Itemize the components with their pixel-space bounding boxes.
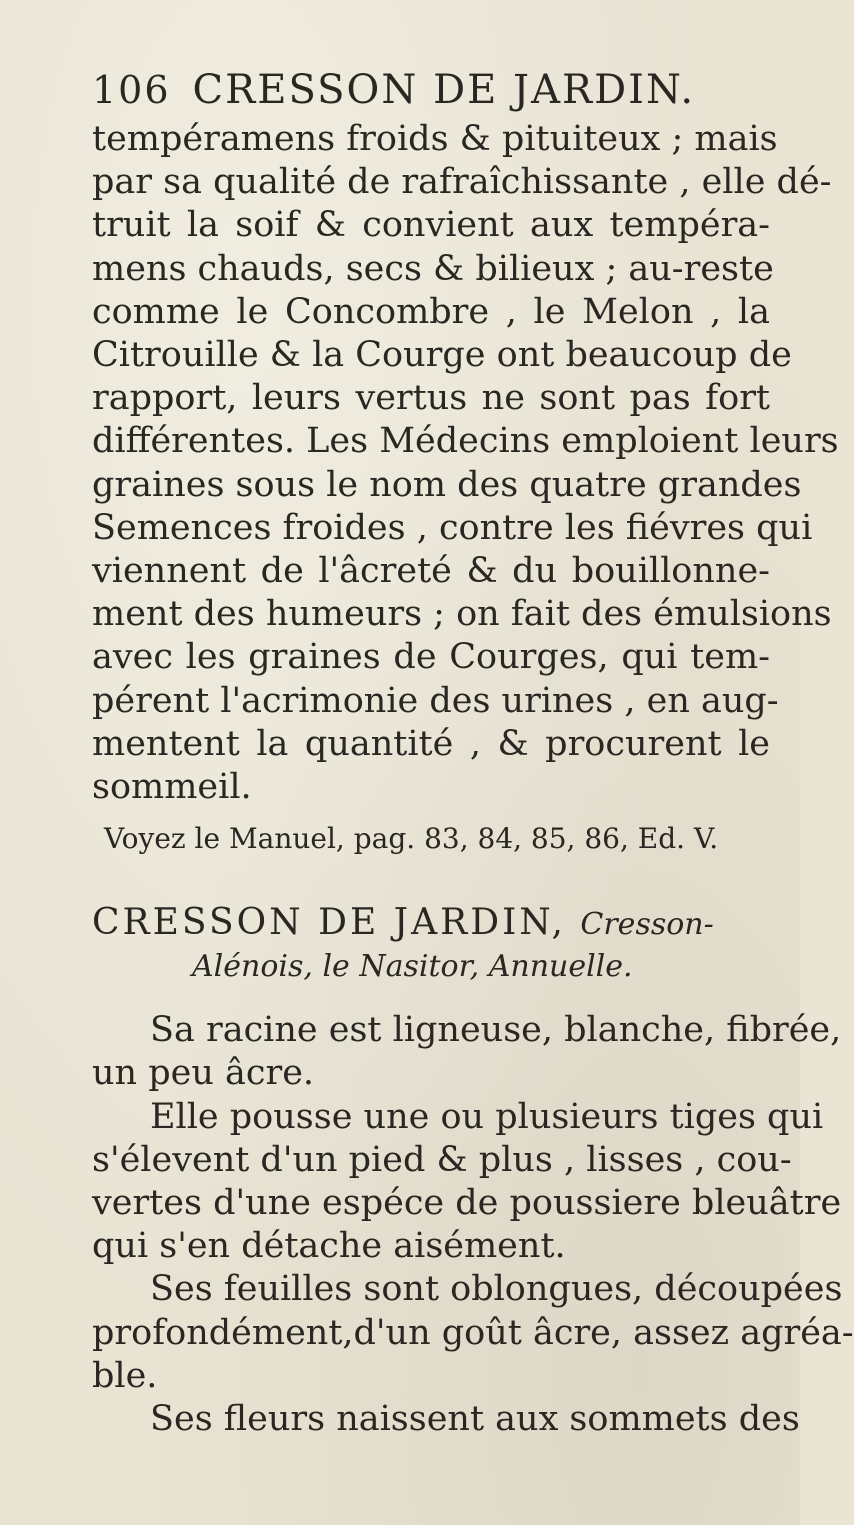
text-line: ment des humeurs ; on fait des émulsions <box>92 594 832 635</box>
entry-heading-alias: Cresson- <box>580 907 714 943</box>
text-line: graines sous le nom des quatre grandes <box>92 464 802 505</box>
text-line: Semences froides , contre les fiévres qui <box>92 507 813 548</box>
paragraph-stems <box>92 1096 842 1269</box>
text-line: pérent l'acrimonie des urines , en aug- <box>92 680 779 721</box>
text-line: tempéramens froids & pituiteux ; mais <box>92 119 778 159</box>
text-line: Elle pousse une ou plusieurs tiges qui <box>150 1096 824 1137</box>
text-line: Sa racine est ligneuse, blanche, fibrée, <box>150 1010 842 1051</box>
page-number: 106 <box>92 68 171 112</box>
text-line: s'élevent d'un pied & plus , lisses , cou- <box>92 1139 792 1180</box>
running-title: CRESSON DE JARDIN. <box>192 67 696 113</box>
text-line: différentes. Les Médecins emploient leurs <box>92 421 839 462</box>
text-line: sommeil. <box>92 767 252 808</box>
text-line: mentent la quantité , & procurent le <box>92 723 770 764</box>
text-line: profondément,d'un goût âcre, assez agréa- <box>92 1312 854 1353</box>
text-line: qui s'en détache aisément. <box>92 1226 566 1267</box>
page-header <box>92 62 770 118</box>
text-line: rapport, leurs vertus ne sont pas fort <box>92 378 770 419</box>
manual-reference-note: Voyez le Manuel, pag. 83, 84, 85, 86, Ed. V. <box>104 822 719 856</box>
paragraph-flowers <box>92 1398 800 1441</box>
text-line: Ses feuilles sont oblongues, découpées <box>150 1269 843 1310</box>
paragraph-leaves <box>92 1268 854 1398</box>
entry-heading-title: CRESSON DE JARDIN, <box>92 902 566 944</box>
text-line: ble. <box>92 1355 158 1396</box>
text-line: vertes d'une espéce de poussiere bleuâtre <box>92 1183 842 1224</box>
text-line: mens chauds, secs & bilieux ; au-reste <box>92 248 774 289</box>
paragraph-body <box>92 118 839 809</box>
text-line: Ses fleurs naissent aux sommets des <box>150 1399 800 1440</box>
paragraph-root <box>92 1009 842 1095</box>
text-line: comme le Concombre , le Melon , la <box>92 291 770 332</box>
text-line: avec les graines de Courges, qui tem- <box>92 637 770 678</box>
entry-synonyms: Alénois, le Nasitor, Annuelle. <box>192 949 633 985</box>
text-line: Citrouille & la Courge ont beaucoup de <box>92 335 792 376</box>
text-line: par sa qualité de rafraîchissante , elle dé- <box>92 162 832 203</box>
text-line: viennent de l'âcreté & du bouillonne- <box>92 551 770 592</box>
text-line: un peu âcre. <box>92 1053 315 1094</box>
entry-heading <box>92 901 770 947</box>
text-line: truit la soif & convient aux tempéra- <box>92 205 770 246</box>
